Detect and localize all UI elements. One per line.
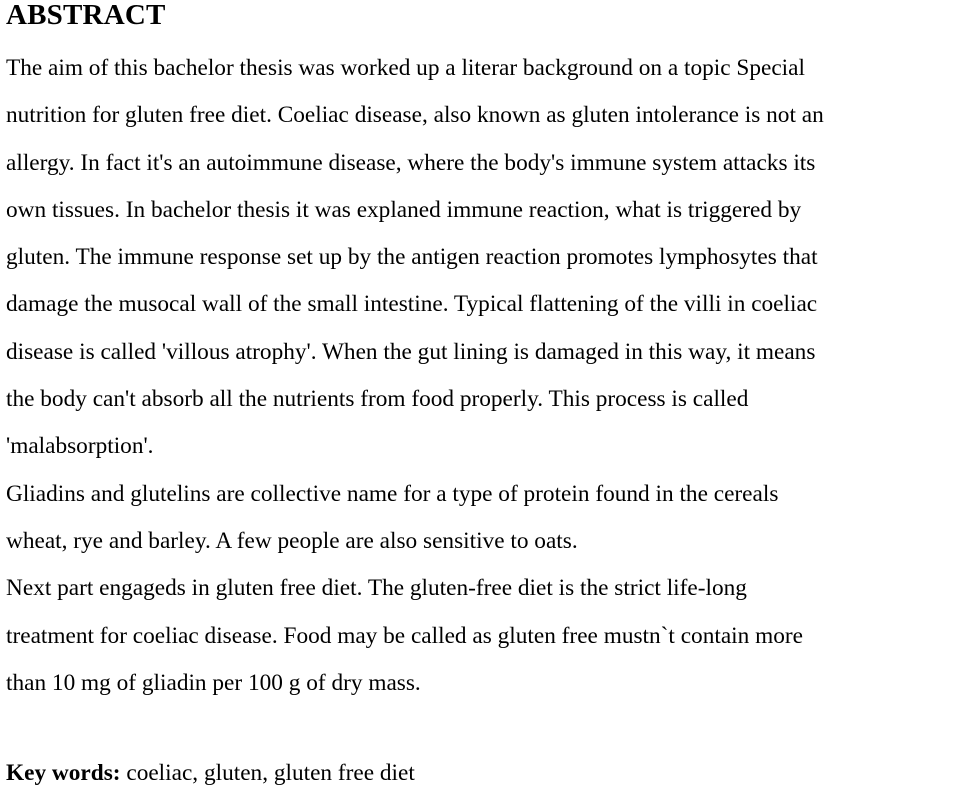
text-line: disease is called 'villous atrophy'. When the gut lining is damaged in this way, it means <box>6 338 816 365</box>
abstract-paragraph-3 <box>6 565 956 707</box>
abstract-paragraph-2 <box>6 471 956 566</box>
abstract-heading: ABSTRACT <box>6 0 166 31</box>
keywords-label: Key words: <box>6 760 121 786</box>
abstract-paragraph-1 <box>6 45 956 471</box>
text-line: own tissues. In bachelor thesis it was explaned immune reaction, what is triggered by <box>6 196 802 223</box>
keywords-value: coeliac, gluten, gluten free diet <box>120 760 415 786</box>
text-line: Next part engageds in gluten free diet. The gluten-free diet is the strict life-long <box>6 575 747 602</box>
text-line: the body can't absorb all the nutrients from food properly. This process is called <box>6 386 749 413</box>
text-line: nutrition for gluten free diet. Coeliac disease, also known as gluten intolerance is not an <box>6 102 824 129</box>
text-line: The aim of this bachelor thesis was worked up a literar background on a topic Special <box>6 55 805 81</box>
text-line: than 10 mg of gliadin per 100 g of dry mass. <box>6 669 421 696</box>
keywords-line <box>6 751 415 795</box>
text-line: damage the musocal wall of the small intestine. Typical flattening of the villi in coeliac <box>6 291 818 318</box>
abstract-page <box>6 0 956 786</box>
text-line: wheat, rye and barley. A few people are also sensitive to oats. <box>6 527 578 554</box>
text-line: Gliadins and glutelins are collective name for a type of protein found in the cereals <box>6 480 779 507</box>
text-line: gluten. The immune response set up by the antigen reaction promotes lymphosytes that <box>6 244 818 271</box>
text-line: treatment for coeliac disease. Food may be called as gluten free mustn`t contain more <box>6 622 803 649</box>
text-line: allergy. In fact it's an autoimmune disease, where the body's immune system attacks its <box>6 149 816 176</box>
text-line: 'malabsorption'. <box>6 433 154 460</box>
